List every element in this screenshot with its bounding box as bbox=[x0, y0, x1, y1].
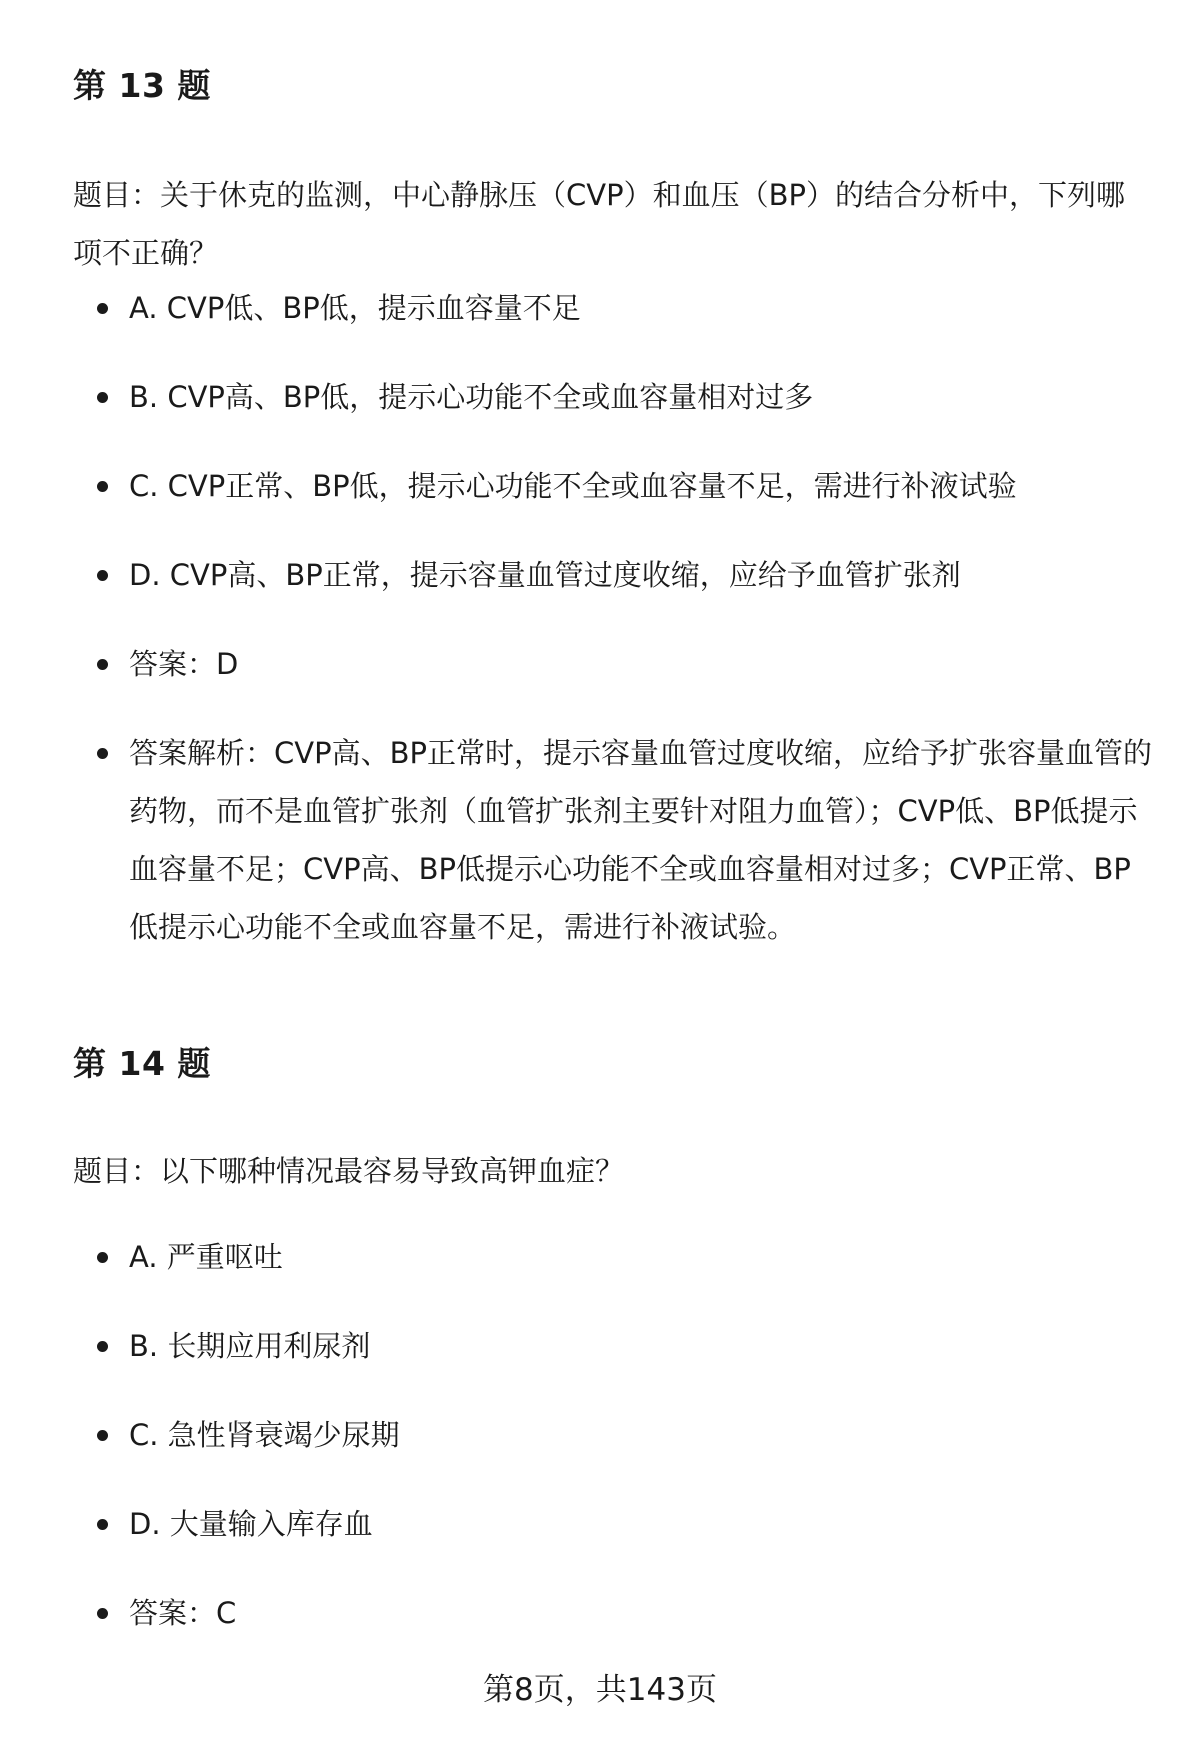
question-14-option-a: A. 严重呕吐 bbox=[73, 1228, 1153, 1286]
question-13-option-d: D. CVP高、BP正常，提示容量血管过度收缩，应给予血管扩张剂 bbox=[73, 546, 1153, 604]
page-footer bbox=[0, 1670, 1200, 1710]
question-14-option-b: B. 长期应用利尿剂 bbox=[73, 1317, 1153, 1375]
question-14-option-d: D. 大量输入库存血 bbox=[73, 1495, 1153, 1553]
question-13-answer: 答案：D bbox=[73, 635, 1153, 693]
question-13-options bbox=[73, 279, 1153, 987]
question-14-option-c: C. 急性肾衰竭少尿期 bbox=[73, 1406, 1153, 1464]
question-14-stem: 题目：以下哪种情况最容易导致高钾血症？ bbox=[73, 1154, 625, 1188]
question-14-options bbox=[73, 1228, 1153, 1673]
question-14-answer: 答案：C bbox=[73, 1584, 1153, 1642]
question-13-title: 第 13 题 bbox=[73, 66, 211, 105]
question-13-option-b: B. CVP高、BP低，提示心功能不全或血容量相对过多 bbox=[73, 368, 1153, 426]
page-number-label: 第8页，共143页 bbox=[483, 1672, 717, 1708]
question-13-analysis: 答案解析：CVP高、BP正常时，提示容量血管过度收缩，应给予扩张容量血管的药物，而不是血管扩张剂（血管扩张剂主要针对阻力血管）；CVP低、BP低提示血容量不足；CVP高、BP低提示心功能不全或血容量相对过多；CVP正常、BP低提示心功能不全或血容量不足，需进行补液试验。 bbox=[73, 724, 1153, 956]
question-14-title: 第 14 题 bbox=[73, 1044, 211, 1083]
question-13-option-c: C. CVP正常、BP低，提示心功能不全或血容量不足，需进行补液试验 bbox=[73, 457, 1153, 515]
question-13-option-a: A. CVP低、BP低，提示血容量不足 bbox=[73, 279, 1153, 337]
question-13-stem: 题目：关于休克的监测，中心静脉压（CVP）和血压（BP）的结合分析中，下列哪项不正确？ bbox=[73, 178, 1125, 270]
